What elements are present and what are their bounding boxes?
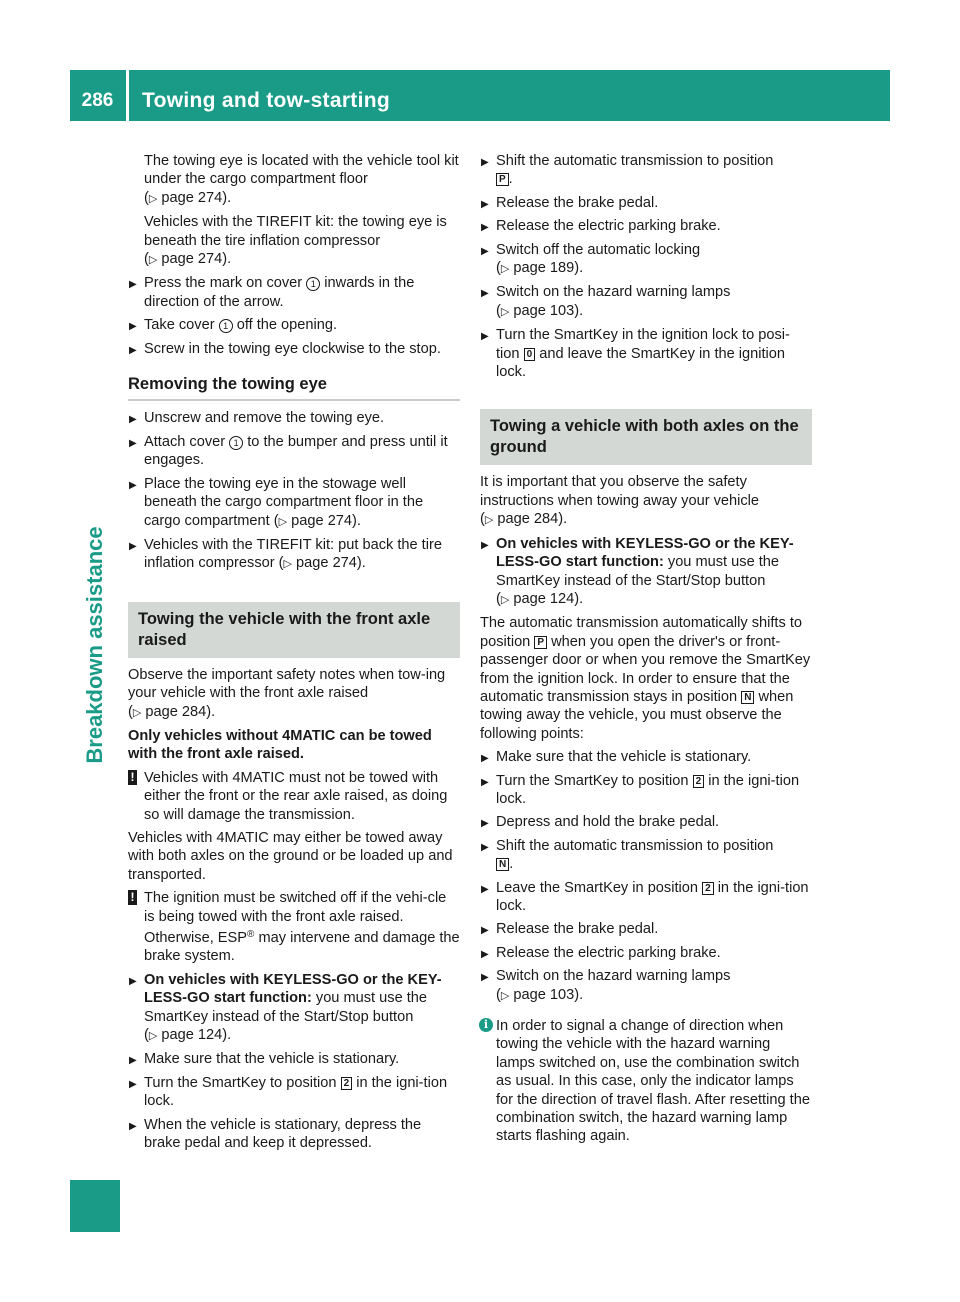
page-reference-link[interactable]: page 189). (513, 260, 584, 277)
instruction-step: ▶ Leave the SmartKey in position 2 in the igni-tion lock. (480, 879, 812, 916)
instruction-step: ▶ Release the brake pedal. (480, 194, 812, 212)
page-reference-link[interactable]: page 284). (145, 703, 216, 720)
warning-note: ! The ignition must be switched off if the vehi-cle is being towed with the front axle raised. Otherwise, ESP® may intervene and damage the brake system. (128, 889, 460, 966)
instruction-step: ▶ When the vehicle is stationary, depress the brake pedal and keep it depressed. (128, 1116, 460, 1153)
instruction-step: ▶ Take cover 1 off the opening. (128, 316, 460, 334)
instruction-step: ▶ Place the towing eye in the stowage well beneath the cargo compartment floor in the cargo compartment (▷ page 274). (128, 475, 460, 531)
section-heading-both-axles: Towing a vehicle with both axles on the ground (480, 409, 812, 465)
bold-note: Only vehicles without 4MATIC can be towed with the front axle raised. (128, 727, 432, 763)
position-p-icon: P (534, 636, 547, 649)
page-ref-arrow-icon: ▷ (132, 706, 142, 719)
instruction-step: ▶ Screw in the towing eye clockwise to the stop. (128, 340, 460, 358)
warning-icon: ! (128, 770, 137, 785)
instruction-step: ▶ Make sure that the vehicle is stationary. (128, 1050, 460, 1068)
page-reference-link[interactable]: page 124). (161, 1027, 232, 1044)
position-2-icon: 2 (702, 882, 714, 895)
sidebar-section-label: Breakdown assistance (82, 526, 107, 764)
instruction-step: ▶ Turn the SmartKey to position 2 in the igni-tion lock. (480, 772, 812, 809)
sidebar-color-block (70, 1180, 120, 1232)
position-2-icon: 2 (341, 1077, 353, 1090)
page-header (70, 70, 890, 121)
instruction-step: ▶ Switch on the hazard warning lamps (▷ page 103). (480, 283, 812, 321)
instruction-step: ▶ Switch off the automatic locking (▷ page 189). (480, 241, 812, 279)
page-number: 286 (81, 90, 114, 111)
page-title: Towing and tow-starting (142, 89, 390, 112)
position-n-icon: N (496, 858, 509, 871)
paragraph: The automatic transmission automatically shifts to position P when you open the driver's or front-passenger door or when you remove the SmartKey from the ignition lock. In order to ensure that the automatic transmission stays in position N when towing away the vehicle, you must observe the following points: (480, 615, 811, 742)
warning-note: ! Vehicles with 4MATIC must not be towed with either the front or the rear axle raised, as doing so will damage the transmission. (128, 769, 460, 824)
left-column (128, 152, 460, 1157)
page-ref-arrow-icon: ▷ (500, 593, 510, 606)
instruction-step: ▶ On vehicles with KEYLESS-GO or the KEY-LESS-GO start function: you must use the SmartKey instead of the Start/Stop button (▷ page 124). (128, 971, 460, 1046)
instruction-step: ▶ Release the electric parking brake. (480, 944, 812, 962)
instruction-step: ▶ Shift the automatic transmission to position N . (480, 837, 812, 874)
page-reference-link[interactable]: page 103). (513, 986, 584, 1003)
page-ref-arrow-icon: ▷ (500, 305, 510, 318)
page-ref-arrow-icon: ▷ (148, 192, 158, 205)
paragraph: Vehicles with the TIREFIT kit: the towing eye is beneath the tire inflation compressor (▷ page 274). (144, 214, 447, 268)
paragraph: The towing eye is located with the vehicle tool kit under the cargo compartment floor (▷ page 274). (144, 153, 459, 206)
page-ref-arrow-icon: ▷ (148, 254, 158, 267)
page-ref-arrow-icon: ▷ (500, 263, 510, 276)
page-ref-arrow-icon: ▷ (500, 989, 510, 1002)
callout-1-icon: 1 (219, 319, 233, 333)
instruction-step: ▶ Unscrew and remove the towing eye. (128, 409, 460, 427)
section-heading-front-axle: Towing the vehicle with the front axle raised (128, 602, 460, 658)
callout-1-icon: 1 (229, 436, 243, 450)
registered-mark: ® (247, 929, 255, 940)
instruction-step: ▶ Attach cover 1 to the bumper and press until it engages. (128, 433, 460, 470)
page-ref-arrow-icon: ▷ (148, 1030, 158, 1043)
page-reference-link[interactable]: page 274). (161, 251, 232, 268)
page-ref-arrow-icon: ▷ (484, 514, 494, 527)
position-0-icon: 0 (524, 348, 536, 361)
page-ref-arrow-icon: ▷ (283, 558, 292, 571)
page-reference-link[interactable]: page 284). (497, 511, 568, 528)
paragraph: Vehicles with 4MATIC may either be towed away with both axles on the ground or be loaded up and transported. (128, 829, 453, 883)
instruction-step: ▶ Turn the SmartKey to position 2 in the igni-tion lock. (128, 1074, 460, 1111)
info-note: i In order to signal a change of direction when towing the vehicle with the hazard warning lamps switched on, use the combination switch as usual. In this case, only the indicator lamps for the direction of travel flash. After resetting the combination switch, the hazard warning lamp starts flashing again. (480, 1017, 812, 1146)
page-reference-link[interactable]: page 103). (513, 302, 584, 319)
instruction-step: ▶ Make sure that the vehicle is stationary. (480, 748, 812, 766)
instruction-step: ▶ Shift the automatic transmission to position P . (480, 152, 812, 189)
paragraph: Observe the important safety notes when tow-ing your vehicle with the front axle raised (▷ page 284). (128, 666, 446, 720)
instruction-step: ▶ Release the electric parking brake. (480, 217, 812, 235)
instruction-step: ▶ Switch on the hazard warning lamps (▷ page 103). (480, 967, 812, 1005)
instruction-step: ▶ Depress and hold the brake pedal. (480, 813, 812, 831)
paragraph: It is important that you observe the safety instructions when towing away your vehicle (▷ page 284). (480, 474, 760, 528)
instruction-step: ▶ Vehicles with the TIREFIT kit: put back the tire inflation compressor (▷ page 274). (128, 536, 460, 574)
instruction-step: ▶ Press the mark on cover 1 inwards in the direction of the arrow. (128, 274, 460, 311)
position-n-icon: N (741, 691, 754, 704)
callout-1-icon: 1 (306, 277, 320, 291)
info-icon: i (479, 1018, 493, 1032)
page-ref-arrow-icon: ▷ (278, 515, 288, 528)
position-p-icon: P (496, 173, 509, 186)
section-heading-removing: Removing the towing eye (128, 375, 460, 401)
page-reference-link[interactable]: page 124). (513, 590, 584, 607)
page-reference-link[interactable]: page 274). (296, 555, 366, 572)
position-2-icon: 2 (693, 775, 705, 788)
page-reference-link[interactable]: page 274). (291, 512, 361, 529)
right-column (480, 152, 812, 1151)
warning-icon: ! (128, 890, 137, 905)
header-divider (126, 70, 129, 121)
instruction-step: ▶ Turn the SmartKey in the ignition lock to posi-tion 0 and leave the SmartKey in the ignition lock. (480, 326, 812, 381)
instruction-step: ▶ Release the brake pedal. (480, 920, 812, 938)
instruction-step: ▶ On vehicles with KEYLESS-GO or the KEY-LESS-GO start function: you must use the SmartKey instead of the Start/Stop button (▷ page 124). (480, 535, 812, 610)
page-reference-link[interactable]: page 274). (161, 189, 232, 206)
